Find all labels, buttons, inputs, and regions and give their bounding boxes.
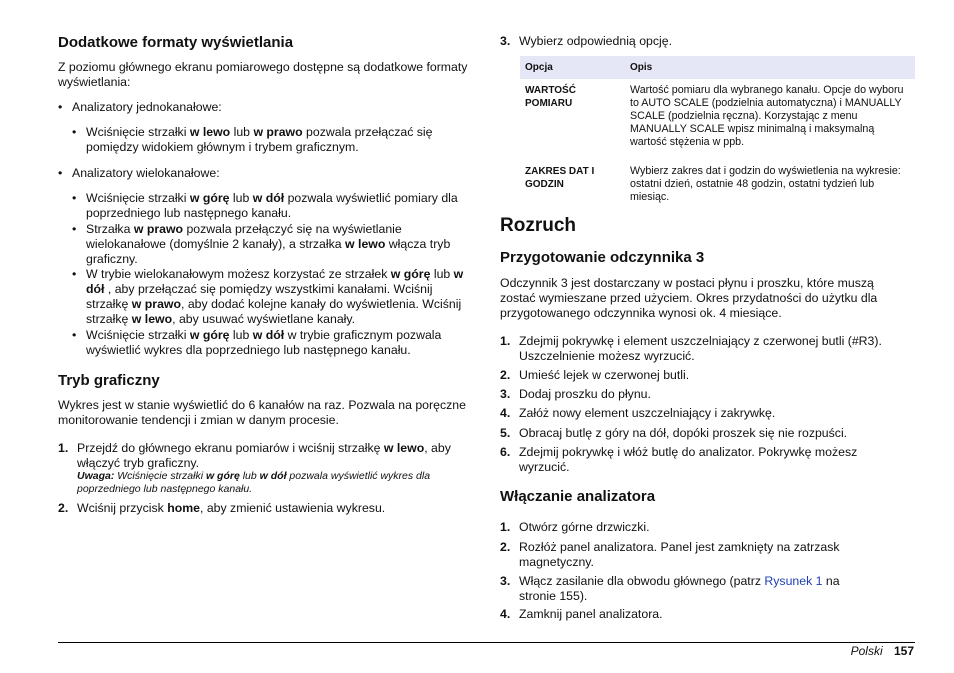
options-table	[520, 56, 915, 206]
column-header: Opcja	[520, 56, 625, 79]
note: Uwaga: Wciśnięcie strzałki w górę lub w dół pozwala wyświetlić wykres dla poprzedniego lub następnego kanału.	[77, 470, 431, 495]
figure-link[interactable]: Rysunek 1	[764, 574, 823, 588]
formats-intro: Z poziomu głównego ekranu pomiarowego dostępne są dodatkowe formaty wyświetlania:	[58, 60, 468, 89]
graph-intro: Wykres jest w stanie wyświetlić do 6 kanałów na raz. Pozwala na poręczne monitorowanie tendencji i zmian w danym procesie.	[58, 398, 466, 427]
heading-reagent-prep: Przygotowanie odczynnika 3	[500, 249, 705, 266]
footer-divider	[58, 642, 915, 643]
table-row: WARTOŚĆ POMIARU Wartość pomiaru dla wybranego kanału. Opcje do wyboru to AUTO SCALE (podzielnia automatyczna) i MANUALLY SCALE (podzielnia ręczna). Korzystając z menu MANUALLY SCALE wpisz minimalną i maksymalną wartość stężenia w ppb.	[525, 84, 904, 148]
heading-startup: Rozruch	[500, 215, 576, 236]
heading-display-formats: Dodatkowe formaty wyświetlania	[58, 34, 294, 51]
table-row: ZAKRES DAT I GODZIN Wybierz zakres dat i godzin do wyświetlenia na wykresie: ostatni dzień, ostatnie 48 godzin, ostatni tydzień lub miesiąc.	[525, 165, 901, 203]
heading-power-on: Włączanie analizatora	[500, 488, 656, 505]
reagent-intro: Odczynnik 3 jest dostarczany w postaci płynu i proszku, które muszą zostać wymieszane przed użyciem. Okres przydatności do użytku dla przygotowanego odczynnika wynosi ok. 4 miesiące.	[500, 276, 878, 320]
page-number: 157	[893, 644, 914, 658]
heading-graph-mode: Tryb graficzny	[58, 372, 160, 389]
bullet-dot: •	[58, 100, 63, 114]
footer	[851, 644, 914, 658]
footer-language: Polski	[850, 644, 883, 658]
column-header: Opis	[625, 56, 915, 79]
table-header-row	[520, 56, 915, 79]
